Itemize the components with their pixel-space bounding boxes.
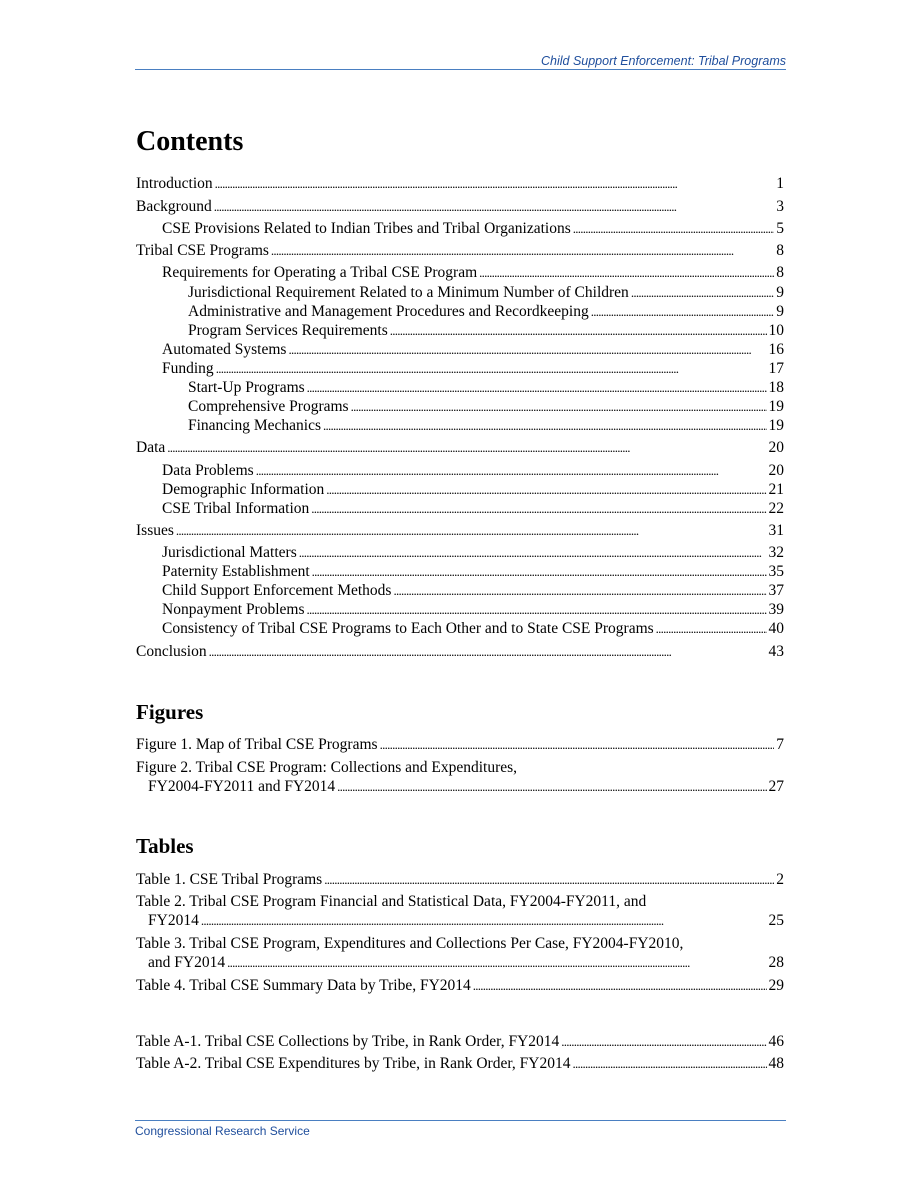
toc-label: CSE Provisions Related to Indian Tribes and Tribal Organizations — [162, 220, 571, 237]
leader-dots — [215, 175, 775, 193]
toc-entry[interactable] — [162, 620, 784, 638]
table-entry-first-line[interactable]: Table 3. Tribal CSE Program, Expenditures and Collections Per Case, FY2004-FY2010, — [136, 935, 684, 952]
toc-label: FY2014 — [148, 912, 199, 929]
figure-entry[interactable] — [136, 736, 784, 754]
leader-dots — [299, 544, 767, 562]
toc-label: and FY2014 — [148, 954, 226, 971]
leader-dots — [380, 736, 775, 754]
leader-dots — [561, 1033, 766, 1051]
contents-heading: Contents — [136, 126, 244, 157]
leader-dots — [326, 481, 766, 499]
toc-entry[interactable] — [136, 242, 784, 260]
leader-dots — [176, 522, 767, 540]
toc-page: 48 — [768, 1055, 784, 1072]
figure-entry-first-line[interactable]: Figure 2. Tribal CSE Program: Collections and Expenditures, — [136, 759, 518, 776]
figure-entry[interactable] — [148, 778, 784, 796]
toc-page: 27 — [768, 778, 784, 795]
toc-page: 9 — [776, 303, 784, 320]
toc-label: Figure 1. Map of Tribal CSE Programs — [136, 736, 378, 753]
toc-page: 7 — [776, 736, 784, 753]
toc-label: Requirements for Operating a Tribal CSE Program — [162, 264, 478, 281]
toc-page: 46 — [768, 1033, 784, 1050]
toc-label: Automated Systems — [162, 341, 287, 358]
leader-dots — [573, 220, 775, 238]
leader-dots — [311, 500, 766, 518]
toc-label: Jurisdictional Matters — [162, 544, 297, 561]
toc-entry[interactable] — [188, 379, 784, 397]
leader-dots — [256, 462, 767, 480]
toc-entry[interactable] — [162, 582, 784, 600]
toc-label: Introduction — [136, 175, 213, 192]
toc-label: Financing Mechanics — [188, 417, 322, 434]
leader-dots — [307, 379, 767, 397]
toc-entry[interactable] — [188, 284, 784, 302]
toc-page: 19 — [768, 398, 784, 415]
toc-entry[interactable] — [136, 439, 784, 457]
toc-page: 32 — [768, 544, 784, 561]
table-entry[interactable] — [148, 954, 784, 972]
tables-heading: Tables — [136, 834, 194, 858]
table-entry[interactable] — [136, 871, 784, 889]
leader-dots — [656, 620, 767, 638]
toc-entry[interactable] — [162, 341, 784, 359]
leader-dots — [201, 912, 767, 930]
toc-label: Issues — [136, 522, 174, 539]
toc-label: Demographic Information — [162, 481, 325, 498]
table-entry[interactable] — [136, 977, 784, 995]
toc-entry[interactable] — [162, 264, 784, 282]
leader-dots — [227, 954, 766, 972]
leader-dots — [214, 198, 774, 216]
leader-dots — [167, 439, 766, 457]
toc-label: CSE Tribal Information — [162, 500, 310, 517]
leader-dots — [323, 417, 766, 435]
toc-page: 8 — [776, 242, 784, 259]
toc-page: 20 — [768, 439, 784, 456]
toc-entry[interactable] — [162, 563, 784, 581]
toc-entry[interactable] — [188, 398, 784, 416]
toc-label: FY2004-FY2011 and FY2014 — [148, 778, 336, 795]
toc-page: 21 — [768, 481, 784, 498]
table-entry-first-line[interactable]: Table 2. Tribal CSE Program Financial and Statistical Data, FY2004-FY2011, and — [136, 893, 647, 910]
figures-heading: Figures — [136, 700, 204, 724]
toc-entry[interactable] — [188, 322, 784, 340]
leader-dots — [209, 643, 767, 661]
leader-dots — [312, 563, 767, 581]
toc-page: 35 — [768, 563, 784, 580]
leader-dots — [479, 264, 774, 282]
toc-page: 18 — [768, 379, 784, 396]
toc-page: 8 — [776, 264, 784, 281]
leader-dots — [631, 284, 774, 302]
toc-entry[interactable] — [136, 522, 784, 540]
toc-page: 31 — [768, 522, 784, 539]
toc-label: Consistency of Tribal CSE Programs to Each Other and to State CSE Programs — [162, 620, 654, 637]
leader-dots — [393, 582, 766, 600]
running-header: Child Support Enforcement: Tribal Programs — [135, 54, 786, 70]
toc-page: 22 — [768, 500, 784, 517]
toc-label: Child Support Enforcement Methods — [162, 582, 392, 599]
toc-label: Table 4. Tribal CSE Summary Data by Tribe, FY2014 — [136, 977, 471, 994]
toc-page: 20 — [768, 462, 784, 479]
leader-dots — [390, 322, 767, 340]
leader-dots — [324, 871, 774, 889]
table-entry[interactable] — [148, 912, 784, 930]
toc-label: Funding — [162, 360, 214, 377]
leader-dots — [216, 360, 767, 378]
toc-label: Jurisdictional Requirement Related to a Minimum Number of Children — [188, 284, 629, 301]
leader-dots — [271, 242, 774, 260]
toc-page: 25 — [768, 912, 784, 929]
toc-label: Conclusion — [136, 643, 207, 660]
toc-label: Data Problems — [162, 462, 254, 479]
toc-page: 39 — [768, 601, 784, 618]
toc-entry[interactable] — [162, 220, 784, 238]
toc-label: Table 1. CSE Tribal Programs — [136, 871, 323, 888]
toc-label: Tribal CSE Programs — [136, 242, 269, 259]
toc-page: 19 — [768, 417, 784, 434]
toc-page: 9 — [776, 284, 784, 301]
leader-dots — [288, 341, 766, 359]
toc-label: Table A-2. Tribal CSE Expenditures by Tribe, in Rank Order, FY2014 — [136, 1055, 571, 1072]
leader-dots — [572, 1055, 766, 1073]
toc-entry[interactable] — [136, 198, 784, 216]
toc-label: Program Services Requirements — [188, 322, 388, 339]
toc-entry[interactable] — [188, 303, 784, 321]
toc-page: 29 — [768, 977, 784, 994]
leader-dots — [473, 977, 767, 995]
toc-entry[interactable] — [188, 417, 784, 435]
leader-dots — [337, 778, 766, 796]
toc-entry[interactable] — [162, 481, 784, 499]
toc-entry[interactable] — [162, 601, 784, 619]
toc-page: 43 — [768, 643, 784, 660]
toc-label: Start-Up Programs — [188, 379, 305, 396]
leader-dots — [351, 398, 767, 416]
leader-dots — [307, 601, 767, 619]
toc-page: 3 — [776, 198, 784, 215]
toc-entry[interactable] — [162, 500, 784, 518]
toc-label: Administrative and Management Procedures and Recordkeeping — [188, 303, 589, 320]
toc-page: 40 — [768, 620, 784, 637]
table-entry[interactable] — [136, 1033, 784, 1051]
toc-label: Background — [136, 198, 212, 215]
toc-page: 28 — [768, 954, 784, 971]
toc-entry[interactable] — [136, 643, 784, 661]
toc-page: 10 — [768, 322, 784, 339]
toc-label: Paternity Establishment — [162, 563, 310, 580]
toc-page: 5 — [776, 220, 784, 237]
toc-page: 16 — [768, 341, 784, 358]
toc-entry[interactable] — [162, 544, 784, 562]
toc-label: Data — [136, 439, 166, 456]
toc-page: 1 — [776, 175, 784, 192]
toc-entry[interactable] — [162, 360, 784, 378]
toc-label: Table A-1. Tribal CSE Collections by Tribe, in Rank Order, FY2014 — [136, 1033, 560, 1050]
toc-label: Nonpayment Problems — [162, 601, 305, 618]
toc-label: Comprehensive Programs — [188, 398, 349, 415]
toc-entry[interactable] — [162, 462, 784, 480]
toc-page: 17 — [768, 360, 784, 377]
table-entry[interactable] — [136, 1055, 784, 1073]
toc-page: 37 — [768, 582, 784, 599]
leader-dots — [591, 303, 775, 321]
running-footer: Congressional Research Service — [135, 1120, 786, 1138]
toc-page: 2 — [776, 871, 784, 888]
toc-entry[interactable] — [136, 175, 784, 193]
